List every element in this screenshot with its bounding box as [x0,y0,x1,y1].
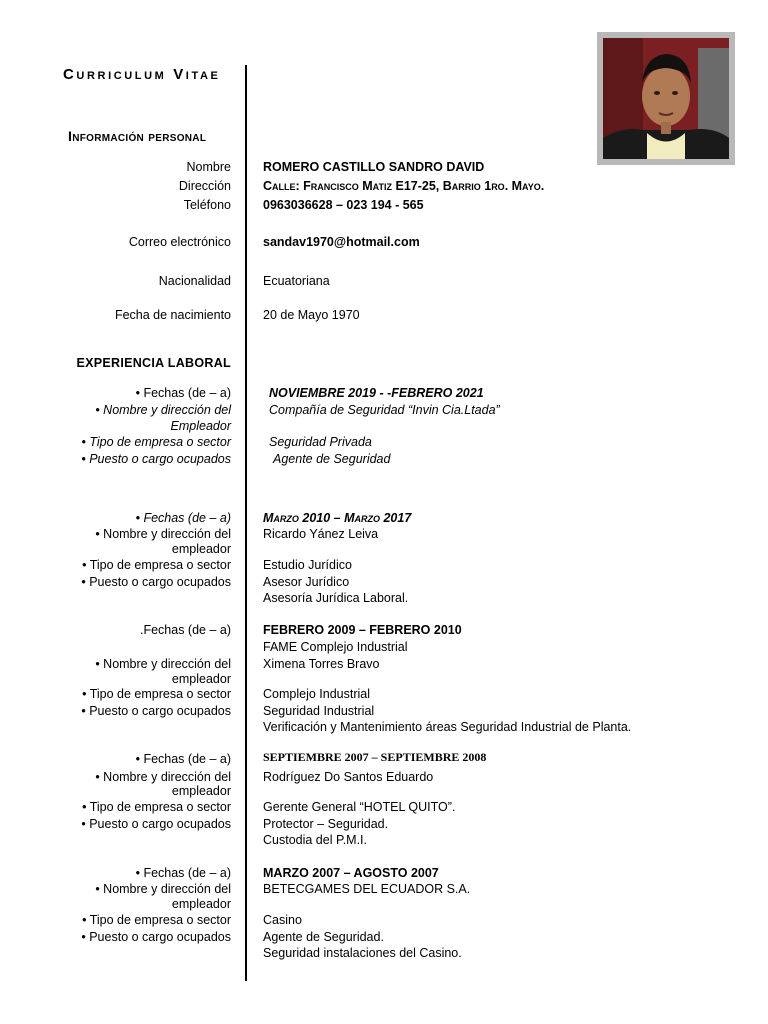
job4-label-empleador: empleador [171,784,231,798]
job3-fechas: FEBRERO 2009 – FEBRERO 2010 [263,623,462,637]
job5-label-fechas: • Fechas (de – a) [135,866,231,880]
vertical-divider [245,65,247,981]
job4-puesto: Protector – Seguridad. [263,817,389,831]
job2-puesto: Asesor Jurídico [263,575,350,589]
job3-fechas-sub: FAME Complejo Industrial [263,640,408,654]
job5-label-empleador: empleador [171,897,231,911]
cv-title: Curriculum Vitae [63,66,221,83]
value-correo: sandav1970@hotmail.com [263,235,420,249]
profile-photo [597,32,735,165]
job5-label-puesto: • Puesto o cargo ocupados [81,930,231,944]
job3-label-tipo: • Tipo de empresa o sector [82,687,231,701]
job3-tipo: Complejo Industrial [263,687,370,701]
job2-tipo: Estudio Jurídico [263,558,352,572]
job5-tipo: Casino [263,913,302,927]
label-correo: Correo electrónico [128,235,231,249]
job3-puesto: Seguridad Industrial [263,704,375,718]
job5-fechas: MARZO 2007 – AGOSTO 2007 [263,866,439,880]
job1-puesto: Agente de Seguridad [273,452,391,466]
job1-fechas: NOVIEMBRE 2019 - -FEBRERO 2021 [269,386,484,400]
job2-label-empleador: empleador [171,542,231,556]
value-direccion: Calle: Francisco Matiz E17-25, Barrio 1ro. Mayo. [263,179,545,193]
job3-extra: Verificación y Mantenimiento áreas Seguridad Industrial de Planta. [263,720,632,734]
value-nacionalidad: Ecuatoriana [263,274,330,288]
label-nombre: Nombre [186,160,231,174]
job4-tipo: Gerente General “HOTEL QUITO”. [263,800,456,814]
label-direccion: Dirección [178,179,231,193]
job3-label-fechas: .Fechas (de – a) [139,623,231,637]
job2-empleador: Ricardo Yánez Leiva [263,527,379,541]
job2-label-fechas: • Fechas (de – a) [135,511,231,525]
experience-heading: EXPERIENCIA LABORAL [76,356,231,370]
personal-info-heading: Información personal [68,128,207,144]
job4-label-nombre: • Nombre y dirección del [95,770,231,784]
job1-tipo: Seguridad Privada [269,435,372,449]
job4-fechas: SEPTIEMBRE 2007 – SEPTIEMBRE 2008 [263,750,487,764]
value-nombre: ROMERO CASTILLO SANDRO DAVID [263,160,485,174]
job3-label-puesto: • Puesto o cargo ocupados [81,704,231,718]
job4-label-puesto: • Puesto o cargo ocupados [81,817,231,831]
value-telefono: 0963036628 – 023 194 - 565 [263,198,424,212]
job1-label-nombre: • Nombre y dirección del [95,403,231,417]
job5-puesto: Agente de Seguridad. [263,930,384,944]
label-nacionalidad: Nacionalidad [158,274,231,288]
job5-label-tipo: • Tipo de empresa o sector [82,913,231,927]
job1-label-fechas: • Fechas (de – a) [135,386,231,400]
job2-label-tipo: • Tipo de empresa o sector [82,558,231,572]
job4-label-fechas: • Fechas (de – a) [135,752,231,766]
job1-label-puesto: • Puesto o cargo ocupados [81,452,231,466]
job4-label-tipo: • Tipo de empresa o sector [82,800,231,814]
job2-extra: Asesoría Jurídica Laboral. [263,591,409,605]
job5-label-nombre: • Nombre y dirección del [95,882,231,896]
label-telefono: Teléfono [183,198,231,212]
job3-empleador: Ximena Torres Bravo [263,657,380,671]
job5-extra: Seguridad instalaciones del Casino. [263,946,462,960]
job1-empleador: Compañía de Seguridad “Invin Cia.Ltada” [269,403,500,417]
job1-label-empleador: Empleador [170,419,231,433]
job4-empleador: Rodríguez Do Santos Eduardo [263,770,434,784]
job2-label-nombre: • Nombre y dirección del [95,527,231,541]
job3-label-empleador: empleador [171,672,231,686]
job4-extra: Custodia del P.M.I. [263,833,367,847]
job3-label-nombre: • Nombre y dirección del [95,657,231,671]
job2-fechas: Marzo 2010 – Marzo 2017 [263,511,412,525]
job2-label-puesto: • Puesto o cargo ocupados [81,575,231,589]
profile-photo-image [603,38,729,159]
value-fecha-nacimiento: 20 de Mayo 1970 [263,308,360,322]
job5-empleador: BETECGAMES DEL ECUADOR S.A. [263,882,471,896]
job1-label-tipo: • Tipo de empresa o sector [81,435,231,449]
label-fecha-nacimiento: Fecha de nacimiento [114,308,231,322]
